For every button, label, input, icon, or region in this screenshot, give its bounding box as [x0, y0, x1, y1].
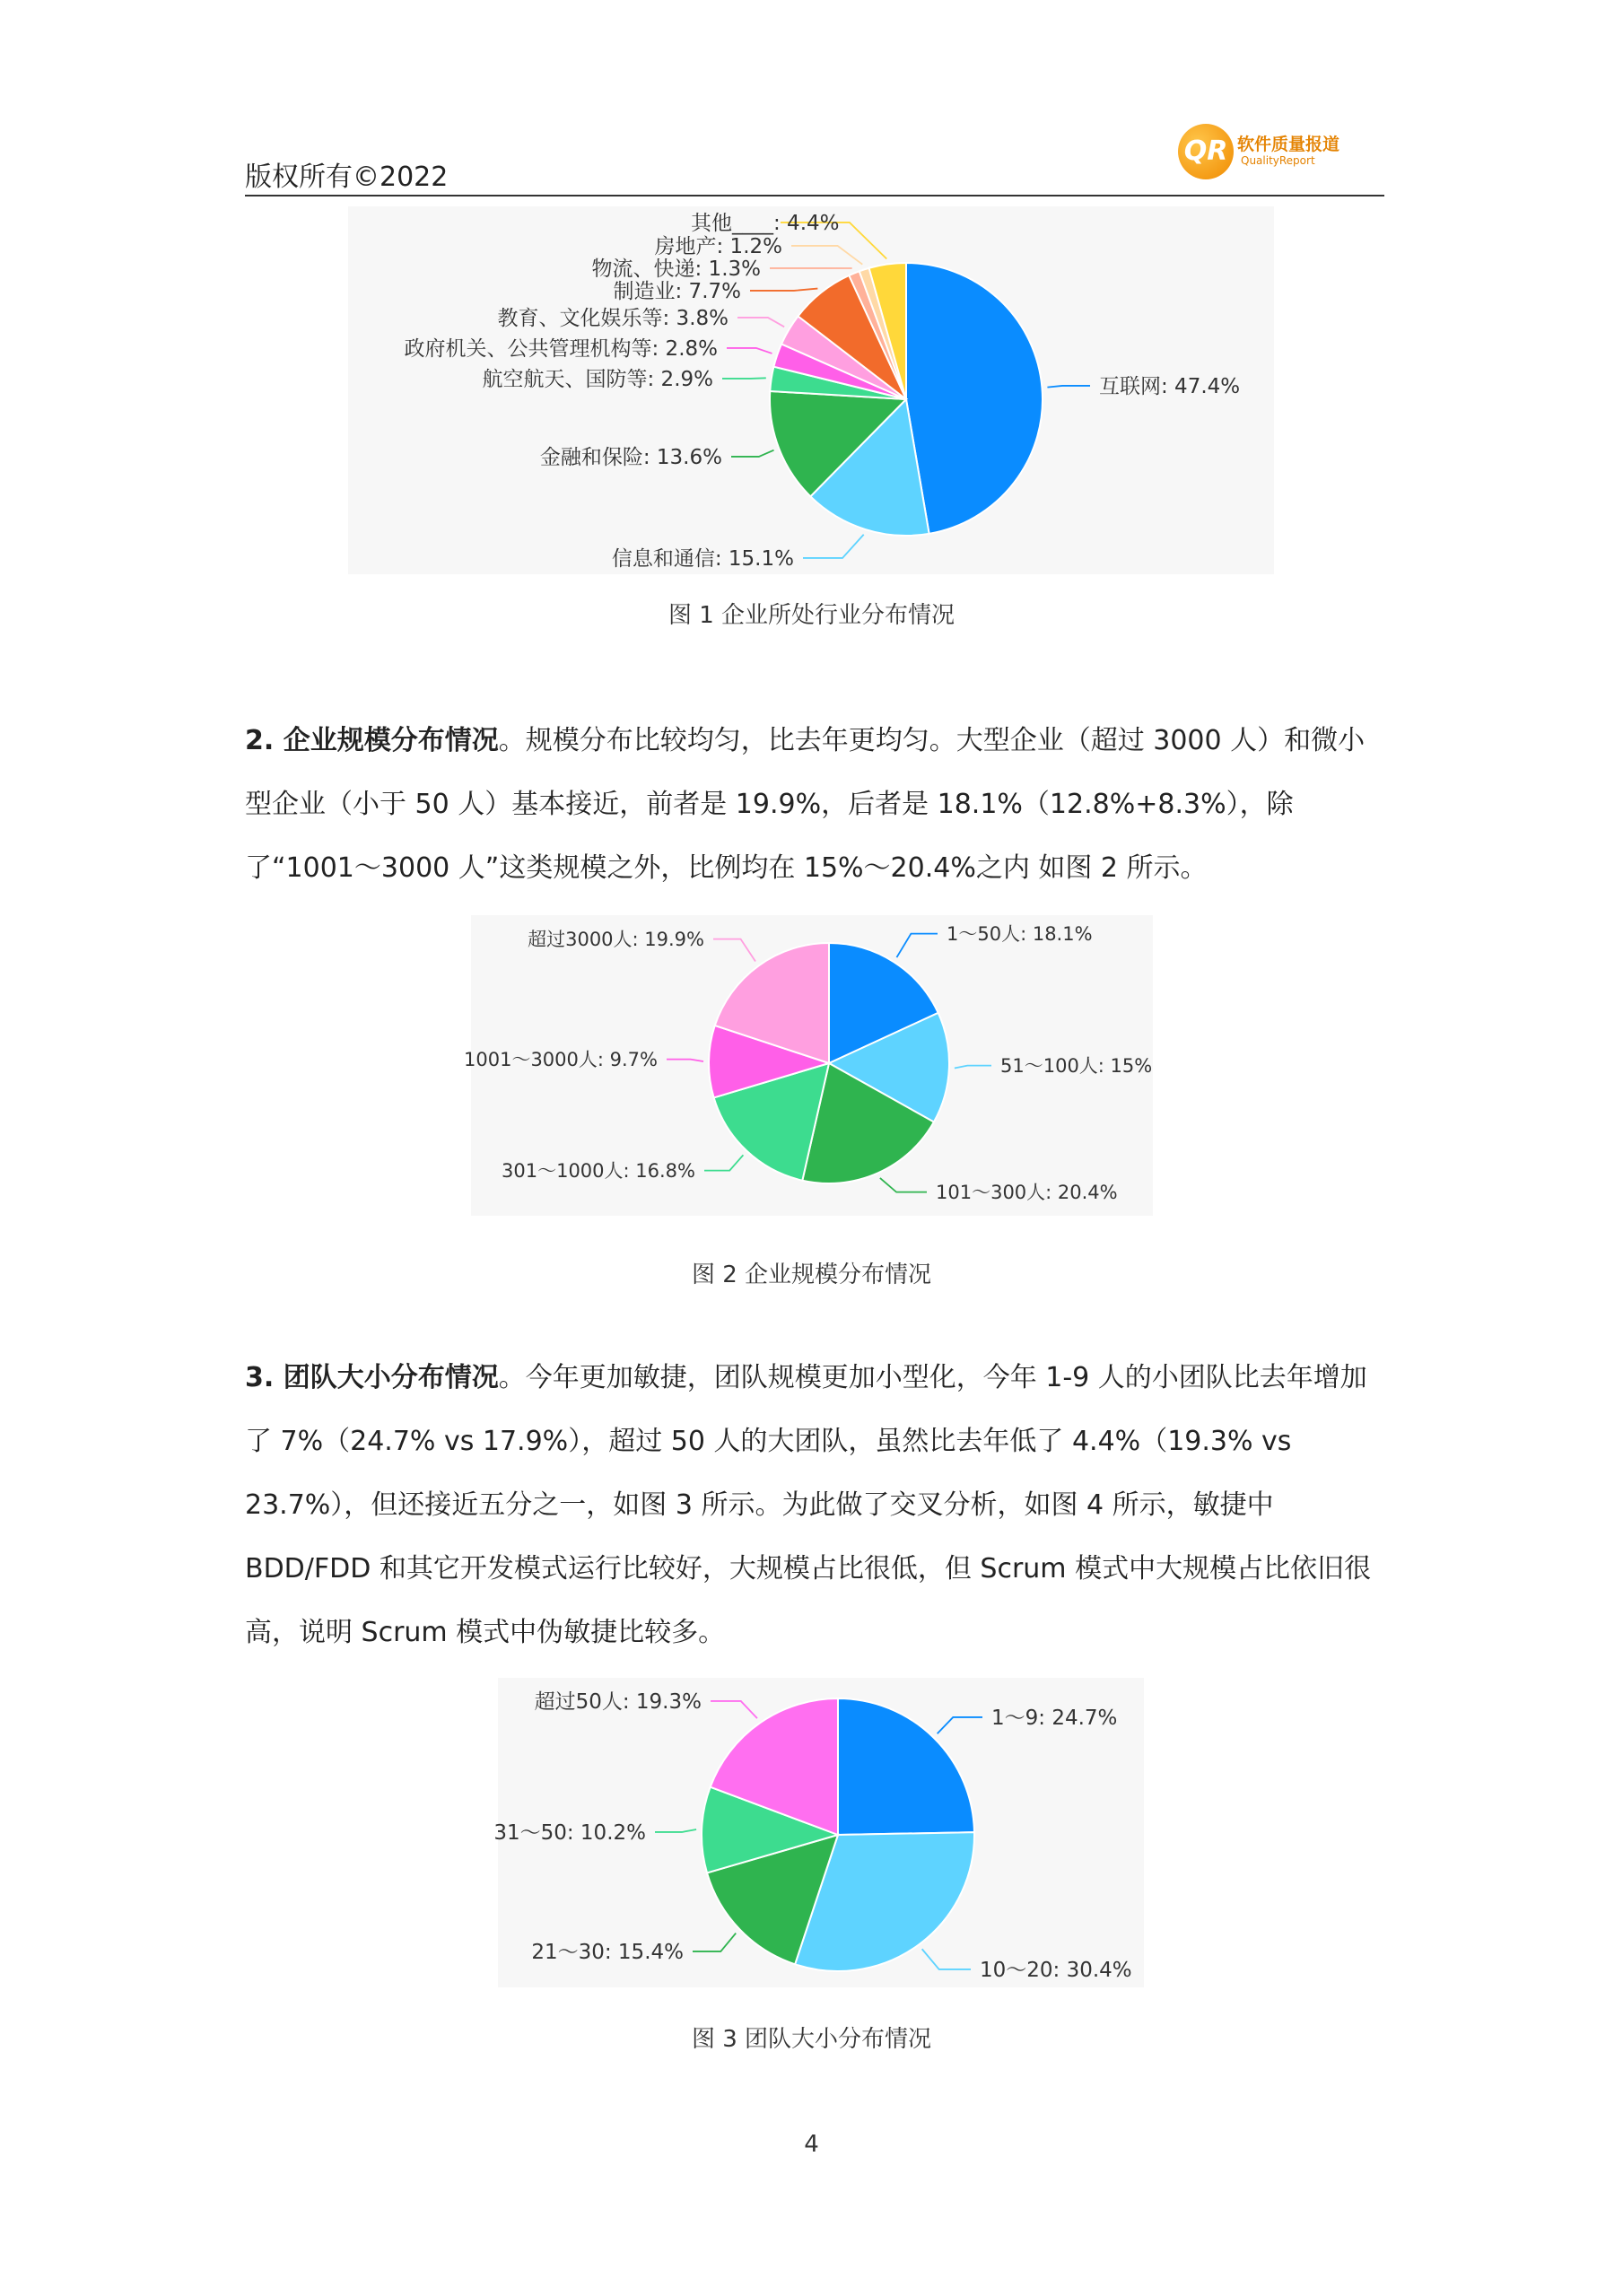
pie-slice-label: 31～50: 10.2% — [493, 1821, 646, 1845]
pie-slice-label: 其他____: 4.4% — [691, 212, 840, 235]
pie-slice-label: 政府机关、公共管理机构等: 2.8% — [404, 337, 718, 361]
section-3-heading: 3. 团队大小分布情况 — [245, 1362, 499, 1393]
pie-slice-label: 1001～3000人: 9.7% — [464, 1049, 658, 1070]
logo-en-text: QualityReport — [1241, 154, 1315, 167]
page-number: 4 — [804, 2131, 819, 2158]
pie-slice-label: 超过50人: 19.3% — [534, 1690, 702, 1714]
header-rule — [245, 195, 1384, 196]
company-size-pie-chart — [0, 915, 1623, 1220]
industry-pie-chart — [0, 206, 1623, 583]
pie-slice-label: 互联网: 47.4% — [1099, 375, 1241, 398]
copyright-text: 版权所有©2022 — [245, 162, 449, 193]
figure-3-caption: 图 3 团队大小分布情况 — [691, 2026, 932, 2053]
pie-slice-label: 信息和通信: 15.1% — [611, 547, 794, 571]
pie-slice-label: 金融和保险: 13.6% — [539, 446, 722, 469]
pie-slice-label: 1～9: 24.7% — [991, 1707, 1118, 1730]
pie-slice-label: 房地产: 1.2% — [654, 235, 782, 258]
page-header — [245, 118, 1384, 199]
section-2-body: 。规模分布比较均匀，比去年更均匀。大型企业（超过 3000 人）和微小型企业（小于 50 人）基本接近，前者是 19.9%，后者是 18.1%（12.8%+8.3%），除了“1001～3000 人”这类规模之外，比例均在 15%～20.4%之内 如图 2 所示。 — [245, 725, 1366, 884]
figure-1-caption: 图 1 企业所处行业分布情况 — [668, 602, 955, 629]
logo-mark: QR — [1183, 135, 1228, 167]
pie-slice-label: 101～300人: 20.4% — [936, 1182, 1118, 1203]
pie-slice-label: 10～20: 30.4% — [980, 1959, 1132, 1982]
pie-slice-label: 物流、快递: 1.3% — [591, 258, 761, 281]
pie-slice-label: 制造业: 7.7% — [613, 280, 741, 303]
pie-slice-label: 51～100人: 15% — [1000, 1055, 1153, 1077]
section-2-heading: 2. 企业规模分布情况 — [245, 725, 499, 756]
logo — [1178, 118, 1348, 181]
pie-slice-label: 1～50人: 18.1% — [947, 923, 1093, 945]
pie-slice-label: 301～1000人: 16.8% — [502, 1160, 695, 1182]
section-2-paragraph — [245, 709, 1384, 900]
section-3-paragraph — [245, 1346, 1384, 1664]
logo-cn-text: 软件质量报道 — [1237, 135, 1340, 154]
pie-slice-label: 教育、文化娱乐等: 3.8% — [497, 307, 729, 330]
figure-2-caption: 图 2 企业规模分布情况 — [691, 1261, 932, 1288]
section-3-body: 。今年更加敏捷，团队规模更加小型化，今年 1-9 人的小团队比去年增加了 7%（24.7% vs 17.9%），超过 50 人的大团队，虽然比去年低了 4.4%（19.3% vs 23.7%），但还接近五分之一，如图 3 所示。为此做了交叉分析，如图 4 所示，敏捷中 BDD/FDD 和其它开发模式运行比较好，大规模占比很低，但 Scrum 模式中大规模占比依旧很高，说明 Scrum 模式中伪敏捷比较多。 — [245, 1362, 1372, 1648]
pie-leader-line — [722, 378, 766, 379]
pie-slice-label: 21～30: 15.4% — [531, 1941, 684, 1964]
team-size-pie-chart — [0, 1678, 1623, 1992]
pie-slice-label: 超过3000人: 19.9% — [528, 929, 704, 950]
pie-slice-label: 航空航天、国防等: 2.9% — [482, 368, 713, 391]
